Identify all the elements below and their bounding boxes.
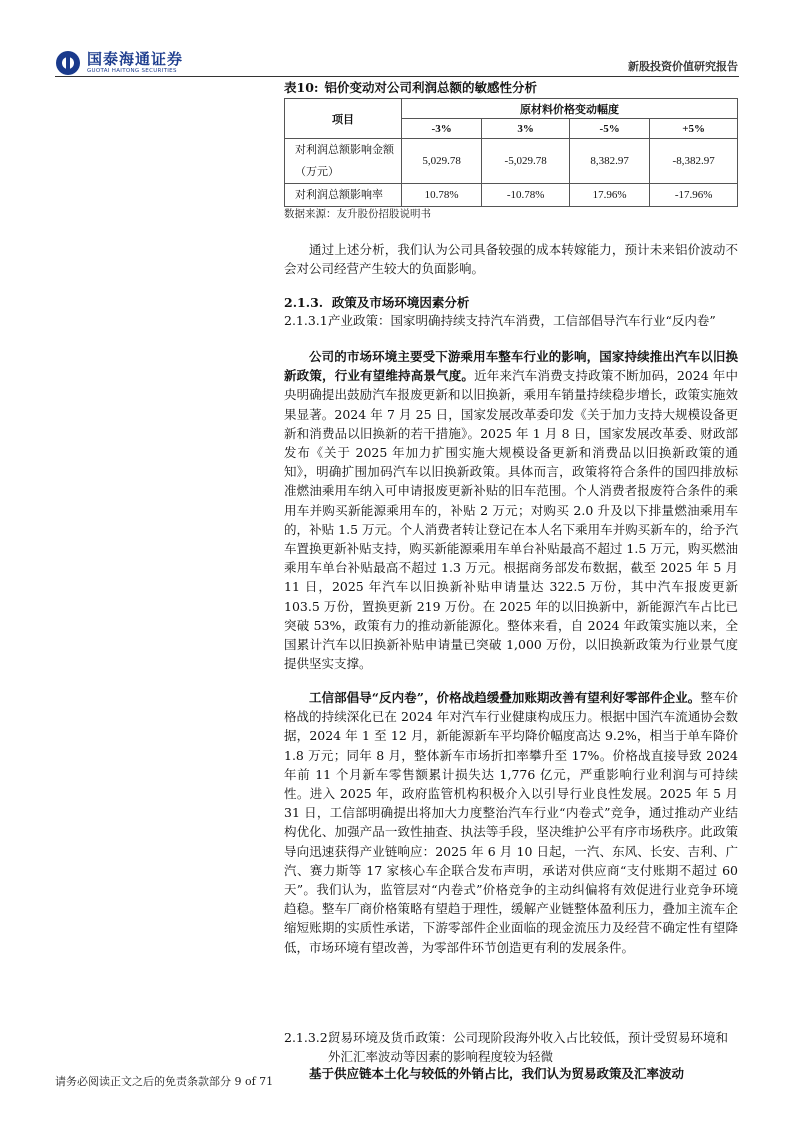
table-group-header: 原材料价格变动幅度 bbox=[402, 99, 738, 119]
table-cell: -8,382.97 bbox=[650, 139, 738, 184]
table-cell: -10.78% bbox=[482, 184, 570, 207]
table-row bbox=[285, 184, 738, 207]
logo-cn-text: 国泰海通证券 bbox=[87, 50, 184, 68]
section-number: 2.1.3. bbox=[284, 295, 324, 310]
col-header: +5% bbox=[650, 119, 738, 139]
paragraph-anti-involution bbox=[284, 688, 738, 957]
row-label: 对利润总额影响金额（万元） bbox=[285, 139, 402, 184]
table-cell: -5,029.78 bbox=[482, 139, 570, 184]
header-divider bbox=[55, 76, 739, 77]
paragraph-body: 近年来汽车消费支持政策不断加码，2024 年中央明确提出鼓励汽车报废更新和以旧换新，乘用车销量持续稳步增长，政策实施效果显著。2024 年 7 月 25 日，国家发展改革委印发《关于加力支持大规模设备更新和消费品以旧换新的若干措施》。2025 年 1 月 8 日，国家发展改革委、财政部发布《关于 2025 年加力扩围实施大规模设备更新和消费品以旧换新政策的通知》，明确扩围加码汽车以旧换新政策。具体而言，政策将符合条件的国四排放标准燃油乘用车纳入可申请报废更新补贴的旧车范围。个人消费者报废符合条件的乘用车并购买新能源乘用车的，补贴 2 万元；对购买 2.0 升及以下排量燃油乘用车的，补贴 1.5 万元。个人消费者转让登记在本人名下乘用车并购买新车的，给予汽车置换更新补贴支持，购买新能源乘用车单台补贴最高不超过 1.5 万元，购买燃油乘用车单台补贴最高不超过 1.3 万元。根据商务部发布数据，截至 2025 年 5 月 11 日，2025 年汽车以旧换新补贴申请量达 322.5 万份，其中汽车报废更新 103.5 万份，置换更新 219 万份。在 2025 年的以旧换新中，新能源汽车占比已突破 53%，政策有力的推动新能源化。整体来看，自 2024 年政策实施以来，全国累计汽车以旧换新补贴申请量已突破 1,000 万份，以旧换新政策为行业景气度提供坚实支撑。 bbox=[284, 368, 738, 672]
logo-en-text: GUOTAI HAITONG SECURITIES bbox=[87, 68, 177, 74]
subsection-heading-trade bbox=[284, 1028, 738, 1066]
col-header: -3% bbox=[402, 119, 482, 139]
sensitivity-table bbox=[284, 98, 738, 207]
paragraph-trade bbox=[284, 1064, 738, 1083]
section-title: 政策及市场环境因素分析 bbox=[331, 295, 470, 310]
table-label: 表10: bbox=[284, 80, 319, 95]
subsection-heading-policy bbox=[284, 311, 738, 330]
table-cell: 8,382.97 bbox=[569, 139, 649, 184]
paragraph-policy bbox=[284, 347, 738, 673]
col-header: 3% bbox=[482, 119, 570, 139]
table-cell: 17.96% bbox=[569, 184, 649, 207]
table-title-text: 铝价变动对公司利润总额的敏感性分析 bbox=[324, 80, 538, 95]
table-item-header: 项目 bbox=[285, 99, 402, 139]
table-source: 数据来源：友升股份招股说明书 bbox=[284, 208, 431, 220]
subsection-title: 贸易环境及货币政策：公司现阶段海外收入占比较低，预计受贸易环境和外汇汇率波动等因素的影响程度较为轻微 bbox=[328, 1030, 729, 1064]
logo-mark-icon bbox=[55, 50, 81, 76]
section-heading bbox=[284, 293, 469, 311]
table-cell: 5,029.78 bbox=[402, 139, 482, 184]
footer-disclaimer: 请务必阅读正文之后的免责条款部分 9 of 71 bbox=[55, 1075, 274, 1088]
subsection-number: 2.1.3.2. bbox=[284, 1030, 332, 1045]
paragraph-lead: 工信部倡导“反内卷”，价格战趋缓叠加账期改善有望利好零部件企业。 bbox=[309, 690, 701, 705]
paragraph-body: 整车价格战的持续深化已在 2024 年对汽车行业健康构成压力。根据中国汽车流通协会数据，2024 年 1 至 12 月，新能源新车平均降价幅度高达 9.2%，相当于单车降价 1.8 万元；同年 8 月，整体新车市场折扣率攀升至 17%。价格战直接导致 2024 年前 11 个月新车零售额累计损失达 1,776 亿元，严重影响行业利润与可持续性。进入 2025 年，政府监管机构积极介入以引导行业良性发展。2025 年 5 月 31 日，工信部明确提出将加大力度整治汽车行业“内卷式”竞争，通过推动产业结构优化、加强产品一致性抽查、执法等手段，坚决维护公平有序市场秩序。此政策导向迅速获得产业链响应：2025 年 6 月 10 日起，一汽、东风、长安、吉利、广汽、赛力斯等 17 家核心车企联合发布声明，承诺对供应商“支付账期不超过 60 天”。我们认为，监管层对“内卷式”价格竞争的主动纠偏将有效促进行业竞争环境趋稳。整车厂商价格策略有望趋于理性，缓解产业链整体盈利压力，叠加主流车企缩短账期的实质性承诺，下游零部件企业面临的现金流压力及经营不确定性有望降低，市场环境有望改善，为零部件环节创造更有利的发展条件。 bbox=[284, 690, 738, 955]
table-cell: 10.78% bbox=[402, 184, 482, 207]
paragraph-lead: 公司的市场环境主要受下游乘用车整车行业的影响，国家持续推出汽车以旧换新政策，行业有望维持高景气度。 bbox=[284, 349, 738, 384]
row-label: 对利润总额影响率 bbox=[285, 184, 402, 207]
table-cell: -17.96% bbox=[650, 184, 738, 207]
col-header: -5% bbox=[569, 119, 649, 139]
table-row bbox=[285, 139, 738, 184]
subsection-number: 2.1.3.1. bbox=[284, 313, 332, 328]
table-title bbox=[284, 78, 738, 99]
subsection-title: 产业政策：国家明确持续支持汽车消费，工信部倡导汽车行业“反内卷” bbox=[328, 313, 716, 328]
company-logo bbox=[55, 50, 183, 76]
paragraph-lead: 基于供应链本土化与较低的外销占比，我们认为贸易政策及汇率波动 bbox=[309, 1066, 685, 1081]
report-type: 新股投资价值研究报告 bbox=[628, 60, 738, 73]
paragraph-conclusion: 通过上述分析，我们认为公司具备较强的成本转嫁能力，预计未来铝价波动不会对公司经营产生较大的负面影响。 bbox=[284, 242, 738, 277]
